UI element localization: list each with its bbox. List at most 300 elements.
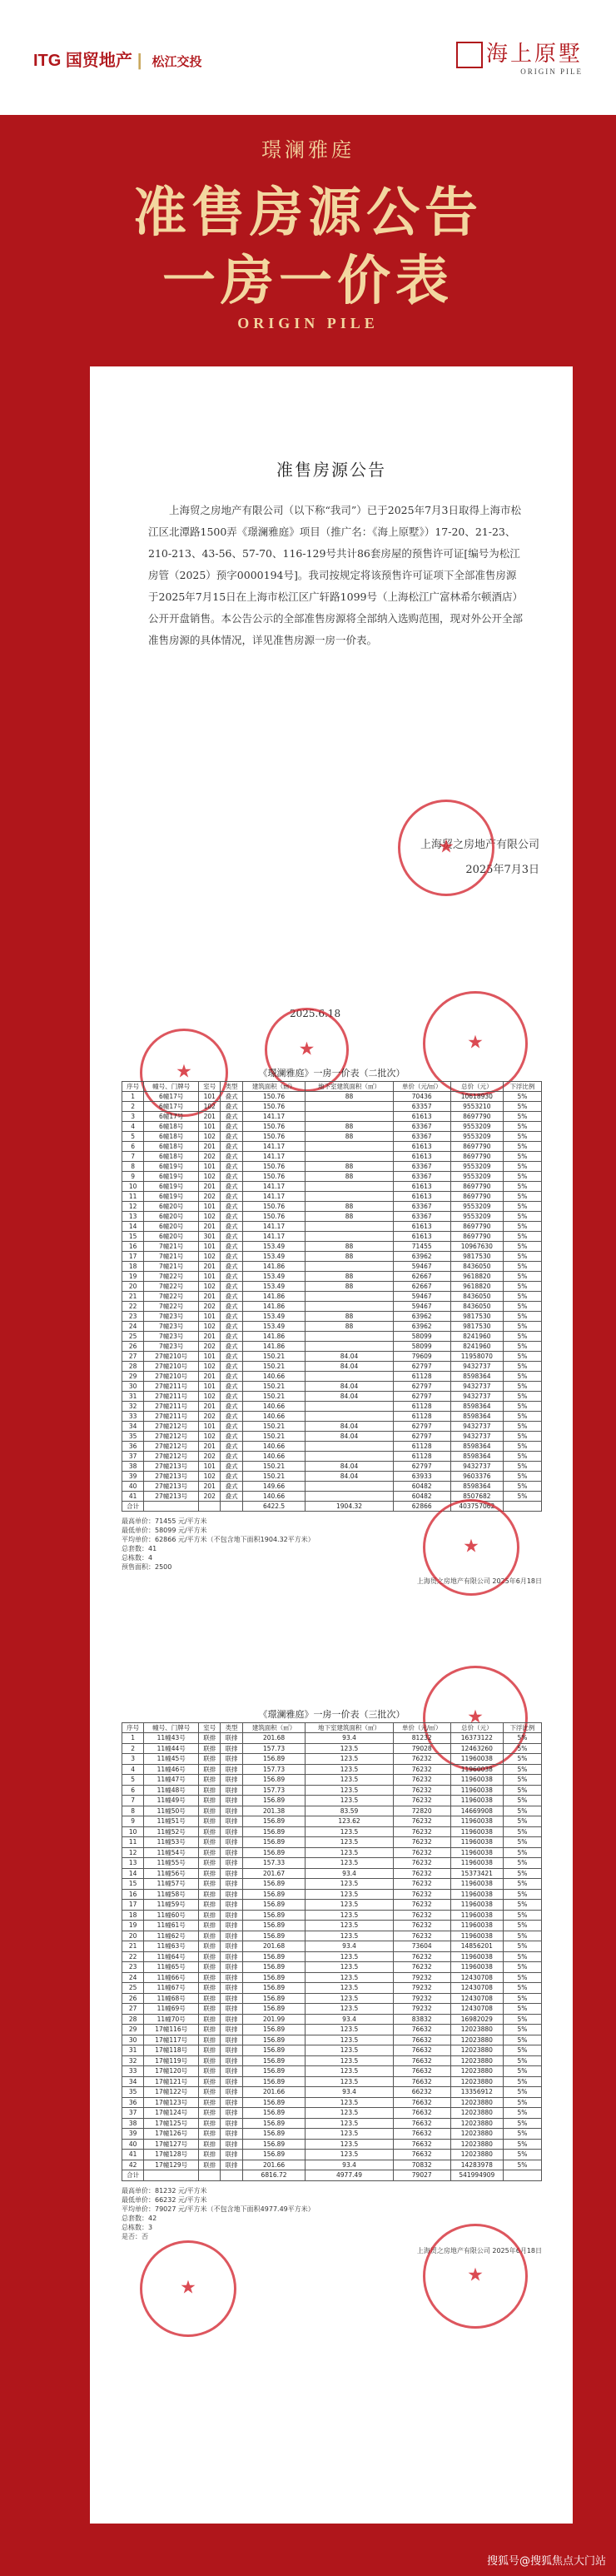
table-cell: 联排 [221, 1983, 242, 1994]
table-cell: 157.73 [242, 1764, 306, 1775]
table-cell: 123.5 [306, 1847, 393, 1858]
table-cell: 5% [503, 1993, 541, 2004]
table-cell: 156.89 [242, 2025, 306, 2035]
table-cell: 123.5 [306, 1764, 393, 1775]
table-cell: 61613 [393, 1152, 450, 1162]
company-seal-icon [423, 1499, 519, 1596]
table-row [122, 1422, 542, 1432]
table-cell: 61128 [393, 1412, 450, 1422]
table-cell: 62797 [393, 1392, 450, 1402]
table-cell: 84.04 [306, 1472, 393, 1482]
table-cell: 541994909 [450, 2170, 503, 2181]
table-cell: 123.5 [306, 1983, 393, 1994]
table-cell: 7幢22号 [144, 1282, 199, 1292]
table-row [122, 2025, 542, 2035]
table-cell: 79232 [393, 1993, 450, 2004]
table-cell: 叠式 [221, 1112, 242, 1122]
table-cell: 76632 [393, 2055, 450, 2066]
table-cell: 5% [503, 1302, 541, 1312]
table-cell: 156.89 [242, 1847, 306, 1858]
table-cell: 141.17 [242, 1152, 306, 1162]
table-cell: 202 [199, 1152, 221, 1162]
table-cell: 8697790 [450, 1182, 503, 1192]
table-row [122, 1132, 542, 1142]
table-cell: 84.04 [306, 1462, 393, 1472]
table-row [122, 1342, 542, 1352]
table-cell [503, 2170, 541, 2181]
table-row [122, 1921, 542, 1931]
table-cell: 7幢22号 [144, 1302, 199, 1312]
table-cell: 156.89 [242, 1816, 306, 1827]
table-cell: 201 [199, 1332, 221, 1342]
table-cell: 79232 [393, 1972, 450, 1983]
table-cell [306, 1372, 393, 1382]
table-row [122, 1152, 542, 1162]
table-cell: 5% [503, 2025, 541, 2035]
table-cell: 11960038 [450, 1900, 503, 1911]
table-cell: 27幢213号 [144, 1492, 199, 1502]
table-cell: 合计 [122, 1502, 144, 1512]
table-cell: 11幢65号 [144, 1962, 199, 1973]
summary-line: 最高单价：81232 元/平方米 [122, 2186, 207, 2195]
table-cell: 76632 [393, 2045, 450, 2056]
table-cell: 14669908 [450, 1806, 503, 1816]
table-cell: 156.89 [242, 1921, 306, 1931]
column-header: 室号 [199, 1723, 221, 1733]
table-cell: 联排 [199, 2076, 221, 2087]
table-cell: 9817530 [450, 1322, 503, 1332]
table-cell: 201 [199, 1182, 221, 1192]
table-cell: 27幢212号 [144, 1422, 199, 1432]
company-seal-icon [423, 2224, 528, 2329]
table-cell: 156.89 [242, 1837, 306, 1848]
table-cell: 8697790 [450, 1192, 503, 1202]
table-cell: 76632 [393, 2150, 450, 2160]
table-cell: 123.5 [306, 1775, 393, 1786]
table-cell: 1904.32 [306, 1502, 393, 1512]
table-cell: 101 [199, 1092, 221, 1102]
table-cell: 123.5 [306, 1921, 393, 1931]
table-cell: 62667 [393, 1272, 450, 1282]
table-cell: 5 [122, 1132, 144, 1142]
table-cell: 9432737 [450, 1382, 503, 1392]
table-cell: 37 [122, 2108, 144, 2119]
table-row [122, 2055, 542, 2066]
table-cell: 12023880 [450, 2097, 503, 2108]
table-row [122, 1900, 542, 1911]
table-cell: 联排 [221, 2118, 242, 2129]
table-cell: 156.89 [242, 2139, 306, 2150]
table-cell [199, 1502, 221, 1512]
table-cell: 叠式 [221, 1402, 242, 1412]
table-cell: 84.04 [306, 1362, 393, 1372]
table-cell: 88 [306, 1162, 393, 1172]
table-cell: 76632 [393, 2139, 450, 2150]
table-row [122, 1482, 542, 1492]
table-cell: 88 [306, 1242, 393, 1252]
table-cell: 6幢19号 [144, 1192, 199, 1202]
table-row [122, 1858, 542, 1869]
table-cell: 36 [122, 1442, 144, 1452]
price-table [122, 1722, 542, 2181]
table-cell: 联排 [199, 1816, 221, 1827]
table-cell: 9432737 [450, 1422, 503, 1432]
table-cell: 201 [199, 1482, 221, 1492]
table-cell: 76232 [393, 1754, 450, 1765]
table-cell: 61128 [393, 1452, 450, 1462]
table-cell: 42 [122, 2160, 144, 2170]
table-cell: 4 [122, 1122, 144, 1132]
table-cell: 12023880 [450, 2129, 503, 2140]
table-cell [306, 1412, 393, 1422]
column-header: 单价（元/㎡） [393, 1082, 450, 1092]
table-cell: 5% [503, 1132, 541, 1142]
table-cell: 联排 [199, 1983, 221, 1994]
itg-logo: ITG 国贸地产 | 松江交投 [33, 52, 202, 70]
column-header: 单价（元/㎡） [393, 1723, 450, 1733]
table-cell: 156.89 [242, 1889, 306, 1900]
table-cell: 76232 [393, 1889, 450, 1900]
table-cell: 8241960 [450, 1342, 503, 1352]
table-cell [306, 1152, 393, 1162]
table-cell: 1 [122, 1092, 144, 1102]
table-cell: 9553209 [450, 1162, 503, 1172]
table-cell: 联排 [221, 1993, 242, 2004]
table-cell: 5% [503, 1879, 541, 1890]
table-cell: 联排 [199, 1921, 221, 1931]
table-cell: 5% [503, 2035, 541, 2045]
table-cell: 联排 [221, 2045, 242, 2056]
table-cell: 153.49 [242, 1312, 306, 1322]
table-cell: 14 [122, 1222, 144, 1232]
table-cell: 123.5 [306, 1931, 393, 1941]
table-row [122, 1754, 542, 1765]
table-cell: 9432737 [450, 1462, 503, 1472]
table-cell: 5% [503, 1402, 541, 1412]
table-cell: 17幢122号 [144, 2087, 199, 2098]
table-cell: 12023880 [450, 2150, 503, 2160]
table-cell: 联排 [199, 2160, 221, 2170]
table-cell: 5% [503, 1983, 541, 1994]
hero-english: ORIGIN PILE [237, 315, 379, 331]
table-cell: 联排 [199, 1889, 221, 1900]
table-cell: 27幢213号 [144, 1472, 199, 1482]
table-cell: 6816.72 [242, 2170, 306, 2181]
table-row [122, 1112, 542, 1122]
table-cell: 88 [306, 1122, 393, 1132]
table-cell: 叠式 [221, 1092, 242, 1102]
table-cell: 8697790 [450, 1222, 503, 1232]
table-cell: 61613 [393, 1222, 450, 1232]
column-header: 地下室建筑面积（㎡） [306, 1723, 393, 1733]
table-cell: 7 [122, 1152, 144, 1162]
table-cell: 联排 [199, 2118, 221, 2129]
table-cell: 141.17 [242, 1232, 306, 1242]
table-cell: 5% [503, 1112, 541, 1122]
table-cell: 6幢20号 [144, 1222, 199, 1232]
table-cell: 7幢23号 [144, 1342, 199, 1352]
table-cell: 联排 [199, 1785, 221, 1796]
table-cell [144, 1502, 199, 1512]
table-cell: 5 [122, 1775, 144, 1786]
table-cell: 9553210 [450, 1102, 503, 1112]
table-cell: 联排 [199, 2004, 221, 2015]
table-cell: 联排 [199, 1764, 221, 1775]
table-cell: 76632 [393, 2108, 450, 2119]
table-cell: 联排 [221, 2014, 242, 2025]
table-cell: 150.21 [242, 1392, 306, 1402]
table-cell: 6幢19号 [144, 1182, 199, 1192]
table-cell: 5% [503, 2150, 541, 2160]
table-cell: 17幢121号 [144, 2076, 199, 2087]
table-cell: 5% [503, 1816, 541, 1827]
table-cell: 156.89 [242, 1931, 306, 1941]
table-cell: 5% [503, 1472, 541, 1482]
table-cell: 7幢23号 [144, 1332, 199, 1342]
table-cell: 30 [122, 1382, 144, 1392]
table-cell: 12023880 [450, 2055, 503, 2066]
table-cell: 35 [122, 2087, 144, 2098]
table-row [122, 1282, 542, 1292]
table-cell: 联排 [221, 1910, 242, 1921]
table-cell: 15 [122, 1879, 144, 1890]
table-cell: 叠式 [221, 1212, 242, 1222]
column-header: 序号 [122, 1723, 144, 1733]
table-cell: 叠式 [221, 1292, 242, 1302]
table-cell: 76232 [393, 1858, 450, 1869]
table-cell: 156.89 [242, 1900, 306, 1911]
table-cell: 61613 [393, 1112, 450, 1122]
table-cell: 12023880 [450, 2118, 503, 2129]
table-cell: 5% [503, 1262, 541, 1272]
table-cell: 141.86 [242, 1262, 306, 1272]
table-cell: 叠式 [221, 1372, 242, 1382]
table-cell: 13 [122, 1212, 144, 1222]
table-cell: 11幢45号 [144, 1754, 199, 1765]
table-cell: 联排 [199, 2014, 221, 2025]
table-cell: 11960038 [450, 1837, 503, 1848]
table-cell: 11幢70号 [144, 2014, 199, 2025]
table-cell: 140.66 [242, 1452, 306, 1462]
table-cell: 联排 [199, 1826, 221, 1837]
table-cell: 8 [122, 1806, 144, 1816]
table-cell: 156.89 [242, 1826, 306, 1837]
table-cell: 联排 [199, 1858, 221, 1869]
table-cell: 202 [199, 1412, 221, 1422]
table-cell: 联排 [221, 1931, 242, 1941]
summary-line: 最低单价：58099 元/平方米 [122, 1527, 207, 1534]
table-cell: 6幢20号 [144, 1232, 199, 1242]
table-cell: 18 [122, 1262, 144, 1272]
table-cell: 20 [122, 1282, 144, 1292]
table-cell: 8598364 [450, 1402, 503, 1412]
table-cell: 叠式 [221, 1472, 242, 1482]
table-row [122, 1764, 542, 1775]
table-row [122, 1472, 542, 1482]
table-cell: 5% [503, 1931, 541, 1941]
table-cell: 84.04 [306, 1422, 393, 1432]
table-cell: 156.89 [242, 2066, 306, 2077]
table-cell: 63367 [393, 1212, 450, 1222]
table-cell: 17幢123号 [144, 2097, 199, 2108]
table-cell: 联排 [221, 2097, 242, 2108]
table-cell: 140.66 [242, 1412, 306, 1422]
table-row [122, 2170, 542, 2181]
table-cell: 101 [199, 1242, 221, 1252]
table-cell: 11幢68号 [144, 1993, 199, 2004]
table-cell: 123.5 [306, 2129, 393, 2140]
table-cell: 5% [503, 2066, 541, 2077]
table-cell: 6幢18号 [144, 1142, 199, 1152]
summary-line: 总套数：42 [122, 2214, 157, 2222]
table-cell: 11幢58号 [144, 1889, 199, 1900]
table-cell: 156.89 [242, 2035, 306, 2045]
table-row [122, 2118, 542, 2129]
table-cell: 76232 [393, 1796, 450, 1806]
table-cell: 102 [199, 1252, 221, 1262]
table-cell: 88 [306, 1282, 393, 1292]
table-cell: 17幢129号 [144, 2160, 199, 2170]
table-cell: 联排 [221, 1889, 242, 1900]
table-cell: 11960038 [450, 1775, 503, 1786]
table-cell: 149.66 [242, 1482, 306, 1492]
table-row [122, 1272, 542, 1282]
table-cell [306, 1182, 393, 1192]
table-row [122, 1941, 542, 1952]
table-cell: 17幢117号 [144, 2035, 199, 2045]
table-cell: 76232 [393, 1921, 450, 1931]
table-cell: 157.73 [242, 1743, 306, 1754]
table-cell: 12023880 [450, 2108, 503, 2119]
table-cell: 9618820 [450, 1272, 503, 1282]
table-cell: 141.86 [242, 1292, 306, 1302]
table-cell: 叠式 [221, 1172, 242, 1182]
company-seal-icon [140, 2240, 236, 2337]
table-cell: 141.17 [242, 1192, 306, 1202]
table-cell: 联排 [199, 2108, 221, 2119]
table-cell: 联排 [199, 1900, 221, 1911]
table-cell: 27幢212号 [144, 1432, 199, 1442]
table-signature: 上海贸之房地产有限公司 2025年6月18日 [416, 2246, 542, 2255]
table-cell: 123.5 [306, 1754, 393, 1765]
table-cell: 41 [122, 1492, 144, 1502]
table-row [122, 1162, 542, 1172]
summary-line: 最高单价：71455 元/平方米 [122, 1517, 207, 1525]
table-cell: 7幢22号 [144, 1272, 199, 1282]
table-cell: 6幢18号 [144, 1132, 199, 1142]
table-cell: 23 [122, 1962, 144, 1973]
table-cell: 7幢21号 [144, 1262, 199, 1272]
column-header: 下浮比例 [503, 1082, 541, 1092]
table-cell: 叠式 [221, 1262, 242, 1272]
table-cell: 5% [503, 1900, 541, 1911]
table-cell: 76232 [393, 1775, 450, 1786]
table-cell: 5% [503, 1412, 541, 1422]
table-cell: 156.89 [242, 2076, 306, 2087]
table-cell: 联排 [221, 2066, 242, 2077]
table-cell: 联排 [199, 1993, 221, 2004]
table-cell: 61128 [393, 1442, 450, 1452]
table-cell: 联排 [199, 1743, 221, 1754]
table-cell: 31 [122, 2045, 144, 2056]
table-cell: 叠式 [221, 1192, 242, 1202]
column-header: 幢号、门牌号 [144, 1723, 199, 1733]
table-cell: 联排 [199, 1754, 221, 1765]
table-cell [306, 1142, 393, 1152]
table-cell: 123.5 [306, 1889, 393, 1900]
table-cell: 61613 [393, 1232, 450, 1242]
table-cell: 联排 [221, 1775, 242, 1786]
table-cell [306, 1442, 393, 1452]
table-cell: 5% [503, 1342, 541, 1352]
table-cell: 23 [122, 1312, 144, 1322]
table-cell: 76632 [393, 2035, 450, 2045]
table-cell: 5% [503, 1172, 541, 1182]
table-cell: 140.66 [242, 1372, 306, 1382]
table-cell: 11幢51号 [144, 1816, 199, 1827]
table-cell: 21 [122, 1941, 144, 1952]
table-cell: 63367 [393, 1122, 450, 1132]
table-cell: 123.5 [306, 1858, 393, 1869]
table-cell: 联排 [221, 2129, 242, 2140]
table-cell: 123.5 [306, 2066, 393, 2077]
table-row [122, 1372, 542, 1382]
table-cell: 叠式 [221, 1242, 242, 1252]
table-cell: 102 [199, 1102, 221, 1112]
table-cell: 5% [503, 1242, 541, 1252]
table-cell: 8436050 [450, 1262, 503, 1272]
table-cell: 13 [122, 1858, 144, 1869]
table-row [122, 1962, 542, 1973]
table-cell [306, 1112, 393, 1122]
table-cell: 201.66 [242, 2087, 306, 2098]
table-cell: 62797 [393, 1362, 450, 1372]
table-cell: 12023880 [450, 2025, 503, 2035]
table-cell: 5% [503, 1837, 541, 1848]
table-cell: 36 [122, 2097, 144, 2108]
table-cell: 27幢210号 [144, 1362, 199, 1372]
table-cell: 12430708 [450, 2004, 503, 2015]
table-cell: 9603376 [450, 1472, 503, 1482]
table-cell: 5% [503, 1152, 541, 1162]
table-cell: 17幢119号 [144, 2055, 199, 2066]
table-cell: 102 [199, 1472, 221, 1482]
table-cell: 联排 [221, 2108, 242, 2119]
table-cell [306, 1332, 393, 1342]
table-cell [306, 1402, 393, 1412]
table-cell: 12463260 [450, 1743, 503, 1754]
table-cell: 7幢23号 [144, 1312, 199, 1322]
table-cell: 11幢57号 [144, 1879, 199, 1890]
table-cell: 11幢63号 [144, 1941, 199, 1952]
summary-line: 是否：否 [122, 2232, 148, 2240]
table-cell: 5% [503, 1462, 541, 1472]
table-cell: 76232 [393, 1847, 450, 1858]
column-header: 建筑面积（㎡） [242, 1082, 306, 1092]
table-cell: 88 [306, 1312, 393, 1322]
table-cell: 38 [122, 2118, 144, 2129]
table-cell: 76232 [393, 1837, 450, 1848]
hero-banner [0, 115, 616, 365]
table-row [122, 1232, 542, 1242]
table-row [122, 1432, 542, 1442]
table-cell: 62866 [393, 1502, 450, 1512]
table-cell: 11960038 [450, 1889, 503, 1900]
table-cell: 联排 [199, 1879, 221, 1890]
table-cell: 联排 [221, 1796, 242, 1806]
table-cell: 123.5 [306, 1962, 393, 1973]
table-cell: 156.89 [242, 2129, 306, 2140]
